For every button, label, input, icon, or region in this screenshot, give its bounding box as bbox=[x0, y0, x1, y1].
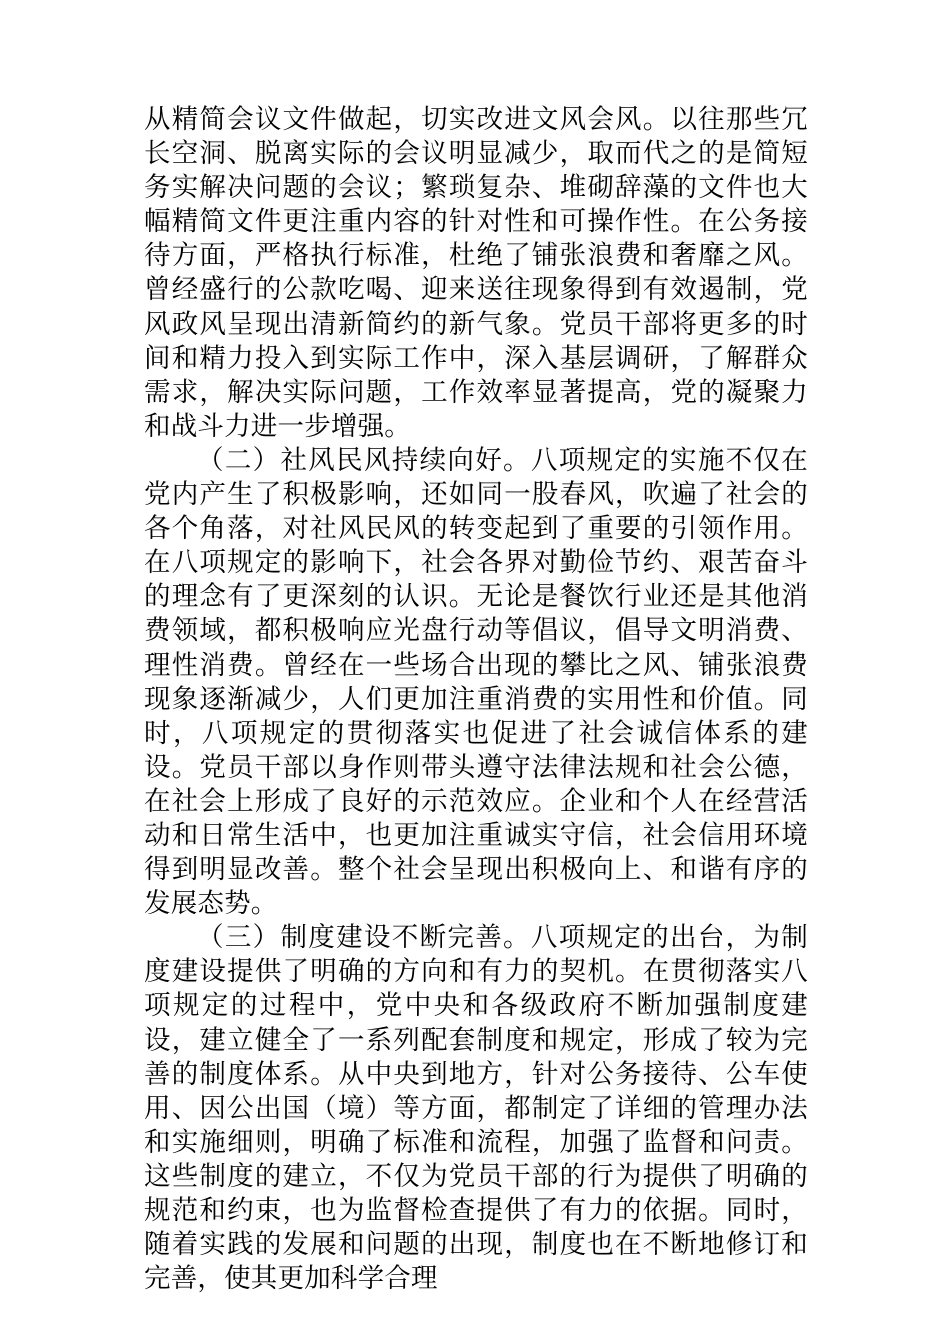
paragraph-social-customs: （二）社风民风持续向好。八项规定的实施不仅在党内产生了积极影响，还如同一股春风，吹遍了社会的各个角落，对社风民风的转变起到了重要的引领作用。在八项规定的影响下，社会各界对勤俭节约、艰苦奋斗的理念有了更深刻的认识。无论是餐饮行业还是其他消费领域，都积极响应光盘行动等倡议，倡导文明消费、理性消费。曾经在一些场合出现的攀比之风、铺张浪费现象逐渐减少，人们更加注重消费的实用性和价值。同时，八项规定的贯彻落实也促进了社会诚信体系的建设。党员干部以身作则带头遵守法律法规和社会公德，在社会上形成了良好的示范效应。企业和个人在经营活动和日常生活中，也更加注重诚实守信，社会信用环境得到明显改善。整个社会呈现出积极向上、和谐有序的发展态势。 bbox=[144, 444, 808, 920]
paragraph-institution-building: （三）制度建设不断完善。八项规定的出台，为制度建设提供了明确的方向和有力的契机。在贯彻落实八项规定的过程中，党中央和各级政府不断加强制度建设，建立健全了一系列配套制度和规定，形成了较为完善的制度体系。从中央到地方，针对公务接待、公车使用、因公出国（境）等方面，都制定了详细的管理办法和实施细则，明确了标准和流程，加强了监督和问责。这些制度的建立，不仅为党员干部的行为提供了明确的规范和约束，也为监督检查提供了有力的依据。同时，随着实践的发展和问题的出现，制度也在不断地修订和完善，使其更加科学合理 bbox=[144, 922, 808, 1295]
paragraph-style-reform: 从精简会议文件做起，切实改进文风会风。以往那些冗长空洞、脱离实际的会议明显减少，取而代之的是简短务实解决问题的会议；繁琐复杂、堆砌辞藻的文件也大幅精简文件更注重内容的针对性和可操作性。在公务接待方面，严格执行标准，杜绝了铺张浪费和奢靡之风。曾经盛行的公款吃喝、迎来送往现象得到有效遏制，党风政风呈现出清新简约的新气象。党员干部将更多的时间和精力投入到实际工作中，深入基层调研，了解群众需求，解决实际问题，工作效率显著提高，党的凝聚力和战斗力进一步增强。 bbox=[144, 104, 808, 442]
document-body bbox=[144, 103, 808, 1296]
